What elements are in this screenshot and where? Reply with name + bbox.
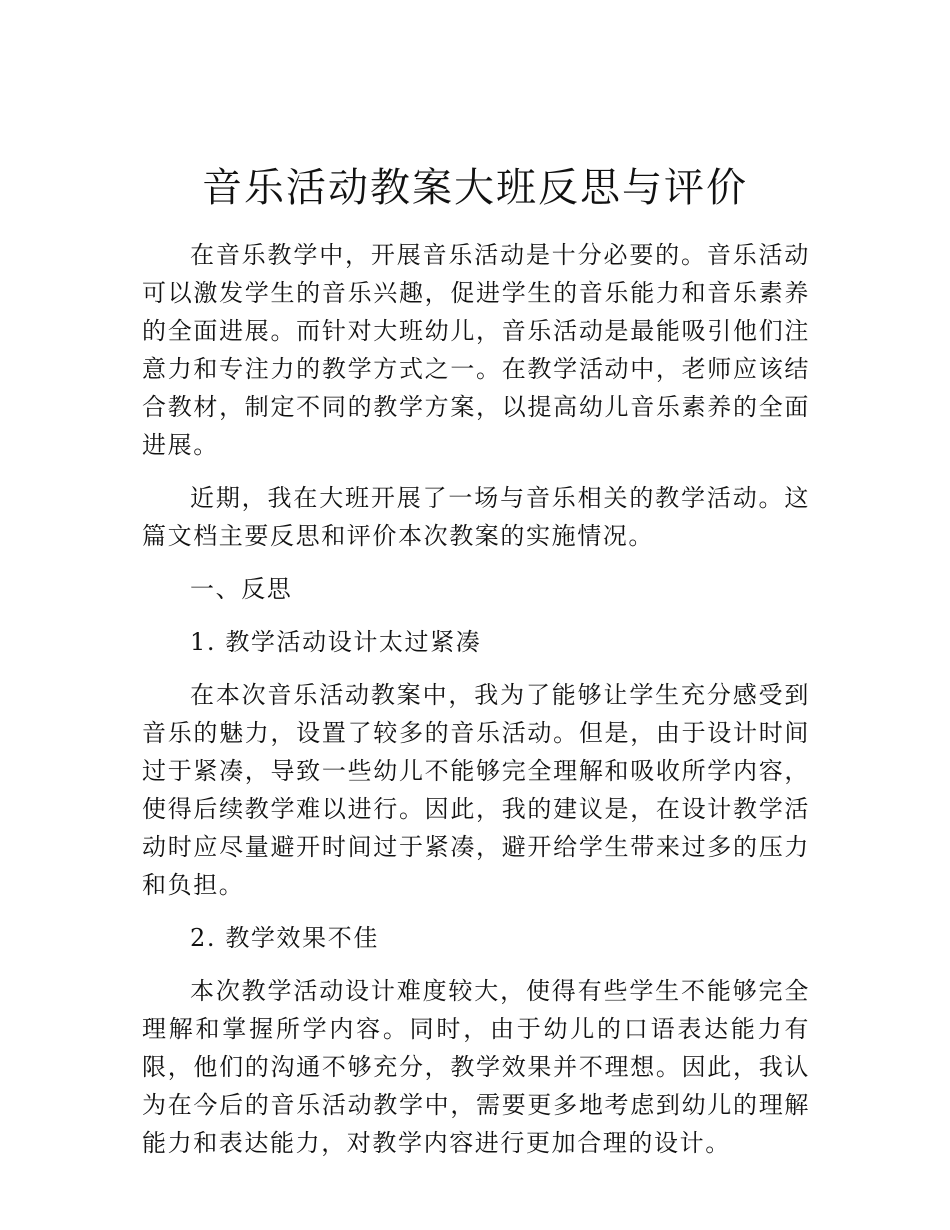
item-paragraph-2: 本次教学活动设计难度较大，使得有些学生不能够完全理解和掌握所学内容。同时，由于幼儿的口语表达能力有限，他们的沟通不够充分，教学效果并不理想。因此，我认为在今后的音乐活动教学中，需要更多地考虑到幼儿的理解能力和表达能力，对教学内容进行更加合理的设计。 — [142, 977, 810, 1157]
item-heading-2: 2. 教学效果不佳 — [190, 924, 379, 952]
item-paragraph-1: 在本次音乐活动教案中，我为了能够让学生充分感受到音乐的魅力，设置了较多的音乐活动。但是，由于设计时间过于紧凑，导致一些幼儿不能够完全理解和吸收所学内容，使得后续教学难以进行。因此，我的建议是，在设计教学活动时应尽量避开时间过于紧凑，避开给学生带来过多的压力和负担。 — [142, 681, 810, 899]
purpose-paragraph: 近期，我在大班开展了一场与音乐相关的教学活动。这篇文档主要反思和评价本次教案的实施情况。 — [142, 484, 810, 550]
intro-paragraph: 在音乐教学中，开展音乐活动是十分必要的。音乐活动可以激发学生的音乐兴趣，促进学生的音乐能力和音乐素养的全面进展。而针对大班幼儿，音乐活动是最能吸引他们注意力和专注力的教学方式之一。在教学活动中，老师应该结合教材，制定不同的教学方案，以提高幼儿音乐素养的全面进展。 — [142, 241, 810, 459]
item-heading-1: 1. 教学活动设计太过紧凑 — [190, 628, 482, 656]
section-heading-reflection: 一、反思 — [190, 575, 293, 603]
page-title: 音乐活动教案大班反思与评价 — [202, 165, 748, 211]
document-body — [142, 236, 810, 1177]
